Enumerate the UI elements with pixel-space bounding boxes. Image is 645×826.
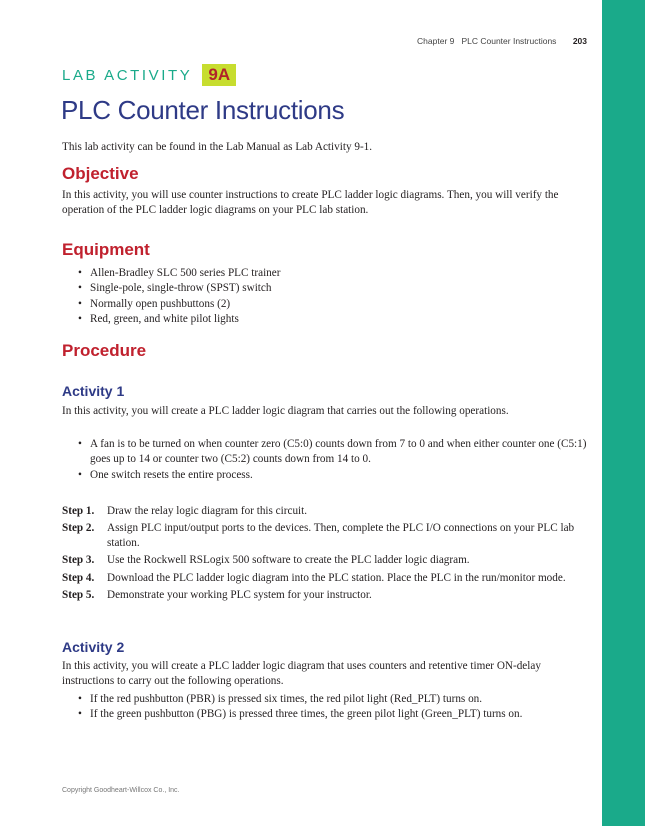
activity1-text: In this activity, you will create a PLC ladder logic diagram that carries out the following operations. [62, 405, 509, 417]
procedure-heading: Procedure [62, 341, 147, 360]
step-label: Step 1. [62, 505, 95, 517]
lab-activity-banner [62, 64, 236, 86]
page-number: 203 [572, 36, 587, 46]
step-text: Use the Rockwell RSLogix 500 software to create the PLC ladder logic diagram. [107, 554, 470, 567]
equipment-list [78, 266, 588, 327]
page-title: PLC Counter Instructions [61, 95, 345, 125]
step-item [62, 571, 592, 586]
side-color-bar [602, 0, 645, 826]
activity2-heading: Activity 2 [62, 639, 125, 655]
copyright-footer: Copyright Goodheart-Willcox Co., Inc. [62, 787, 180, 794]
activity1-heading: Activity 1 [62, 383, 125, 399]
list-item: • Red, green, and white pilot lights [78, 312, 588, 327]
lab-activity-number-badge: 9A [202, 64, 236, 86]
step-label: Step 3. [62, 554, 95, 567]
header-chapter-title: PLC Counter Instructions [461, 36, 557, 46]
step-text: Assign PLC input/output ports to the devices. Then, complete the PLC I/O connections on your PLC lab station. [107, 522, 575, 550]
step-label: Step 2. [62, 522, 95, 535]
lab-activity-label: LAB ACTIVITY [62, 66, 193, 84]
list-item: • One switch resets the entire process. [78, 468, 588, 483]
step-item [62, 504, 592, 519]
intro-text: This lab activity can be found in the Lab Manual as Lab Activity 9-1. [62, 141, 373, 153]
step-text: Download the PLC ladder logic diagram into the PLC station. Place the PLC in the run/monitor mode. [107, 571, 566, 584]
objective-heading: Objective [62, 164, 139, 183]
step-item [62, 521, 592, 551]
list-item: • If the green pushbutton (PBG) is pressed three times, the green pilot light (Green_PLT) turns on. [78, 707, 588, 722]
equipment-heading: Equipment [62, 240, 150, 259]
activity2-bullets [78, 692, 588, 723]
list-item: • Allen-Bradley SLC 500 series PLC trainer [78, 266, 588, 281]
activity2-text: In this activity, you will create a PLC ladder logic diagram that uses counters and retentive timer ON-delay instructions to carry out the following operations. [62, 660, 541, 687]
list-item: • Single-pole, single-throw (SPST) switch [78, 281, 588, 296]
step-item [62, 553, 592, 568]
running-header [417, 36, 587, 46]
step-label: Step 5. [62, 588, 95, 601]
list-item: • A fan is to be turned on when counter zero (C5:0) counts down from 7 to 0 and when either counter one (C5:1) goes up to 14 or counter two (C5:2) counts down from 14 to 0. [78, 437, 588, 468]
step-text: Demonstrate your working PLC system for your instructor. [107, 588, 372, 601]
activity1-bullets [78, 437, 588, 483]
step-text: Draw the relay logic diagram for this circuit. [107, 505, 308, 517]
activity1-steps [62, 504, 592, 605]
list-item: • If the red pushbutton (PBR) is pressed six times, the red pilot light (Red_PLT) turns on. [78, 692, 588, 707]
header-chapter: Chapter 9 [417, 36, 455, 46]
step-item [62, 588, 592, 603]
list-item: • Normally open pushbuttons (2) [78, 297, 588, 312]
objective-text: In this activity, you will use counter instructions to create PLC ladder logic diagrams. Then, you will verify the operation of the PLC ladder logic diagrams on your PLC lab station. [62, 189, 559, 216]
step-label: Step 4. [62, 571, 95, 584]
